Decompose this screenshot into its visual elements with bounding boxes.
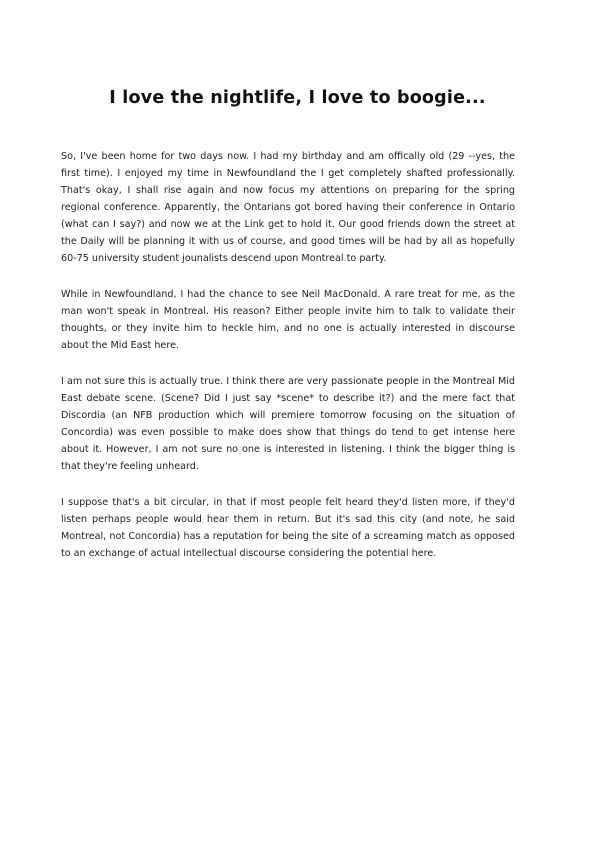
paragraph-1: So, I've been home for two days now. I had my birthday and am offically old (29 --yes, the first time). I enjoyed my time in Newfoundland the I get completely shafted professionally. That's okay, I shall rise again and now focus my attentions on preparing for the spring regional conference. Apparently, the Ontarians got bored having their conference in Ontario (what can I say?) and now we at the Link get to hold it. Our good friends down the street at the Daily will be planning it with us of course, and good times will be had by all as hopefully 60-75 university student jounalists descend upon Montreal to party.	[61, 151, 515, 264]
page-title: I love the nightlife, I love to boogie...	[109, 88, 486, 108]
paragraph-2: While in Newfoundland, I had the chance to see Neil MacDonald. A rare treat for me, as the man won't speak in Montreal. His reason? Either people invite him to talk to validate their thoughts, or they invite him to heckle him, and no one is actually interested in discourse about the Mid East here.	[61, 289, 515, 351]
paragraph-3: I am not sure this is actually true. I think there are very passionate people in the Montreal Mid East debate scene. (Scene? Did I just say *scene* to describe it?) and the mere fact that Discordia (an NFB production which will premiere tomorrow focusing on the situation of Concordia) was even possible to make does show that things do tend to get intense here about it. However, I am not sure no one is interested in listening. I think the bigger thing is that they're feeling unheard.	[61, 376, 515, 472]
document-body	[61, 148, 515, 581]
paragraph-4: I suppose that's a bit circular, in that if most people felt heard they'd listen more, if they'd listen perhaps people would hear them in return. But it's sad this city (and note, he said Montreal, not Concordia) has a reputation for being the site of a screaming match as opposed to an exchange of actual intellectual discourse considering the potential here.	[61, 497, 515, 559]
